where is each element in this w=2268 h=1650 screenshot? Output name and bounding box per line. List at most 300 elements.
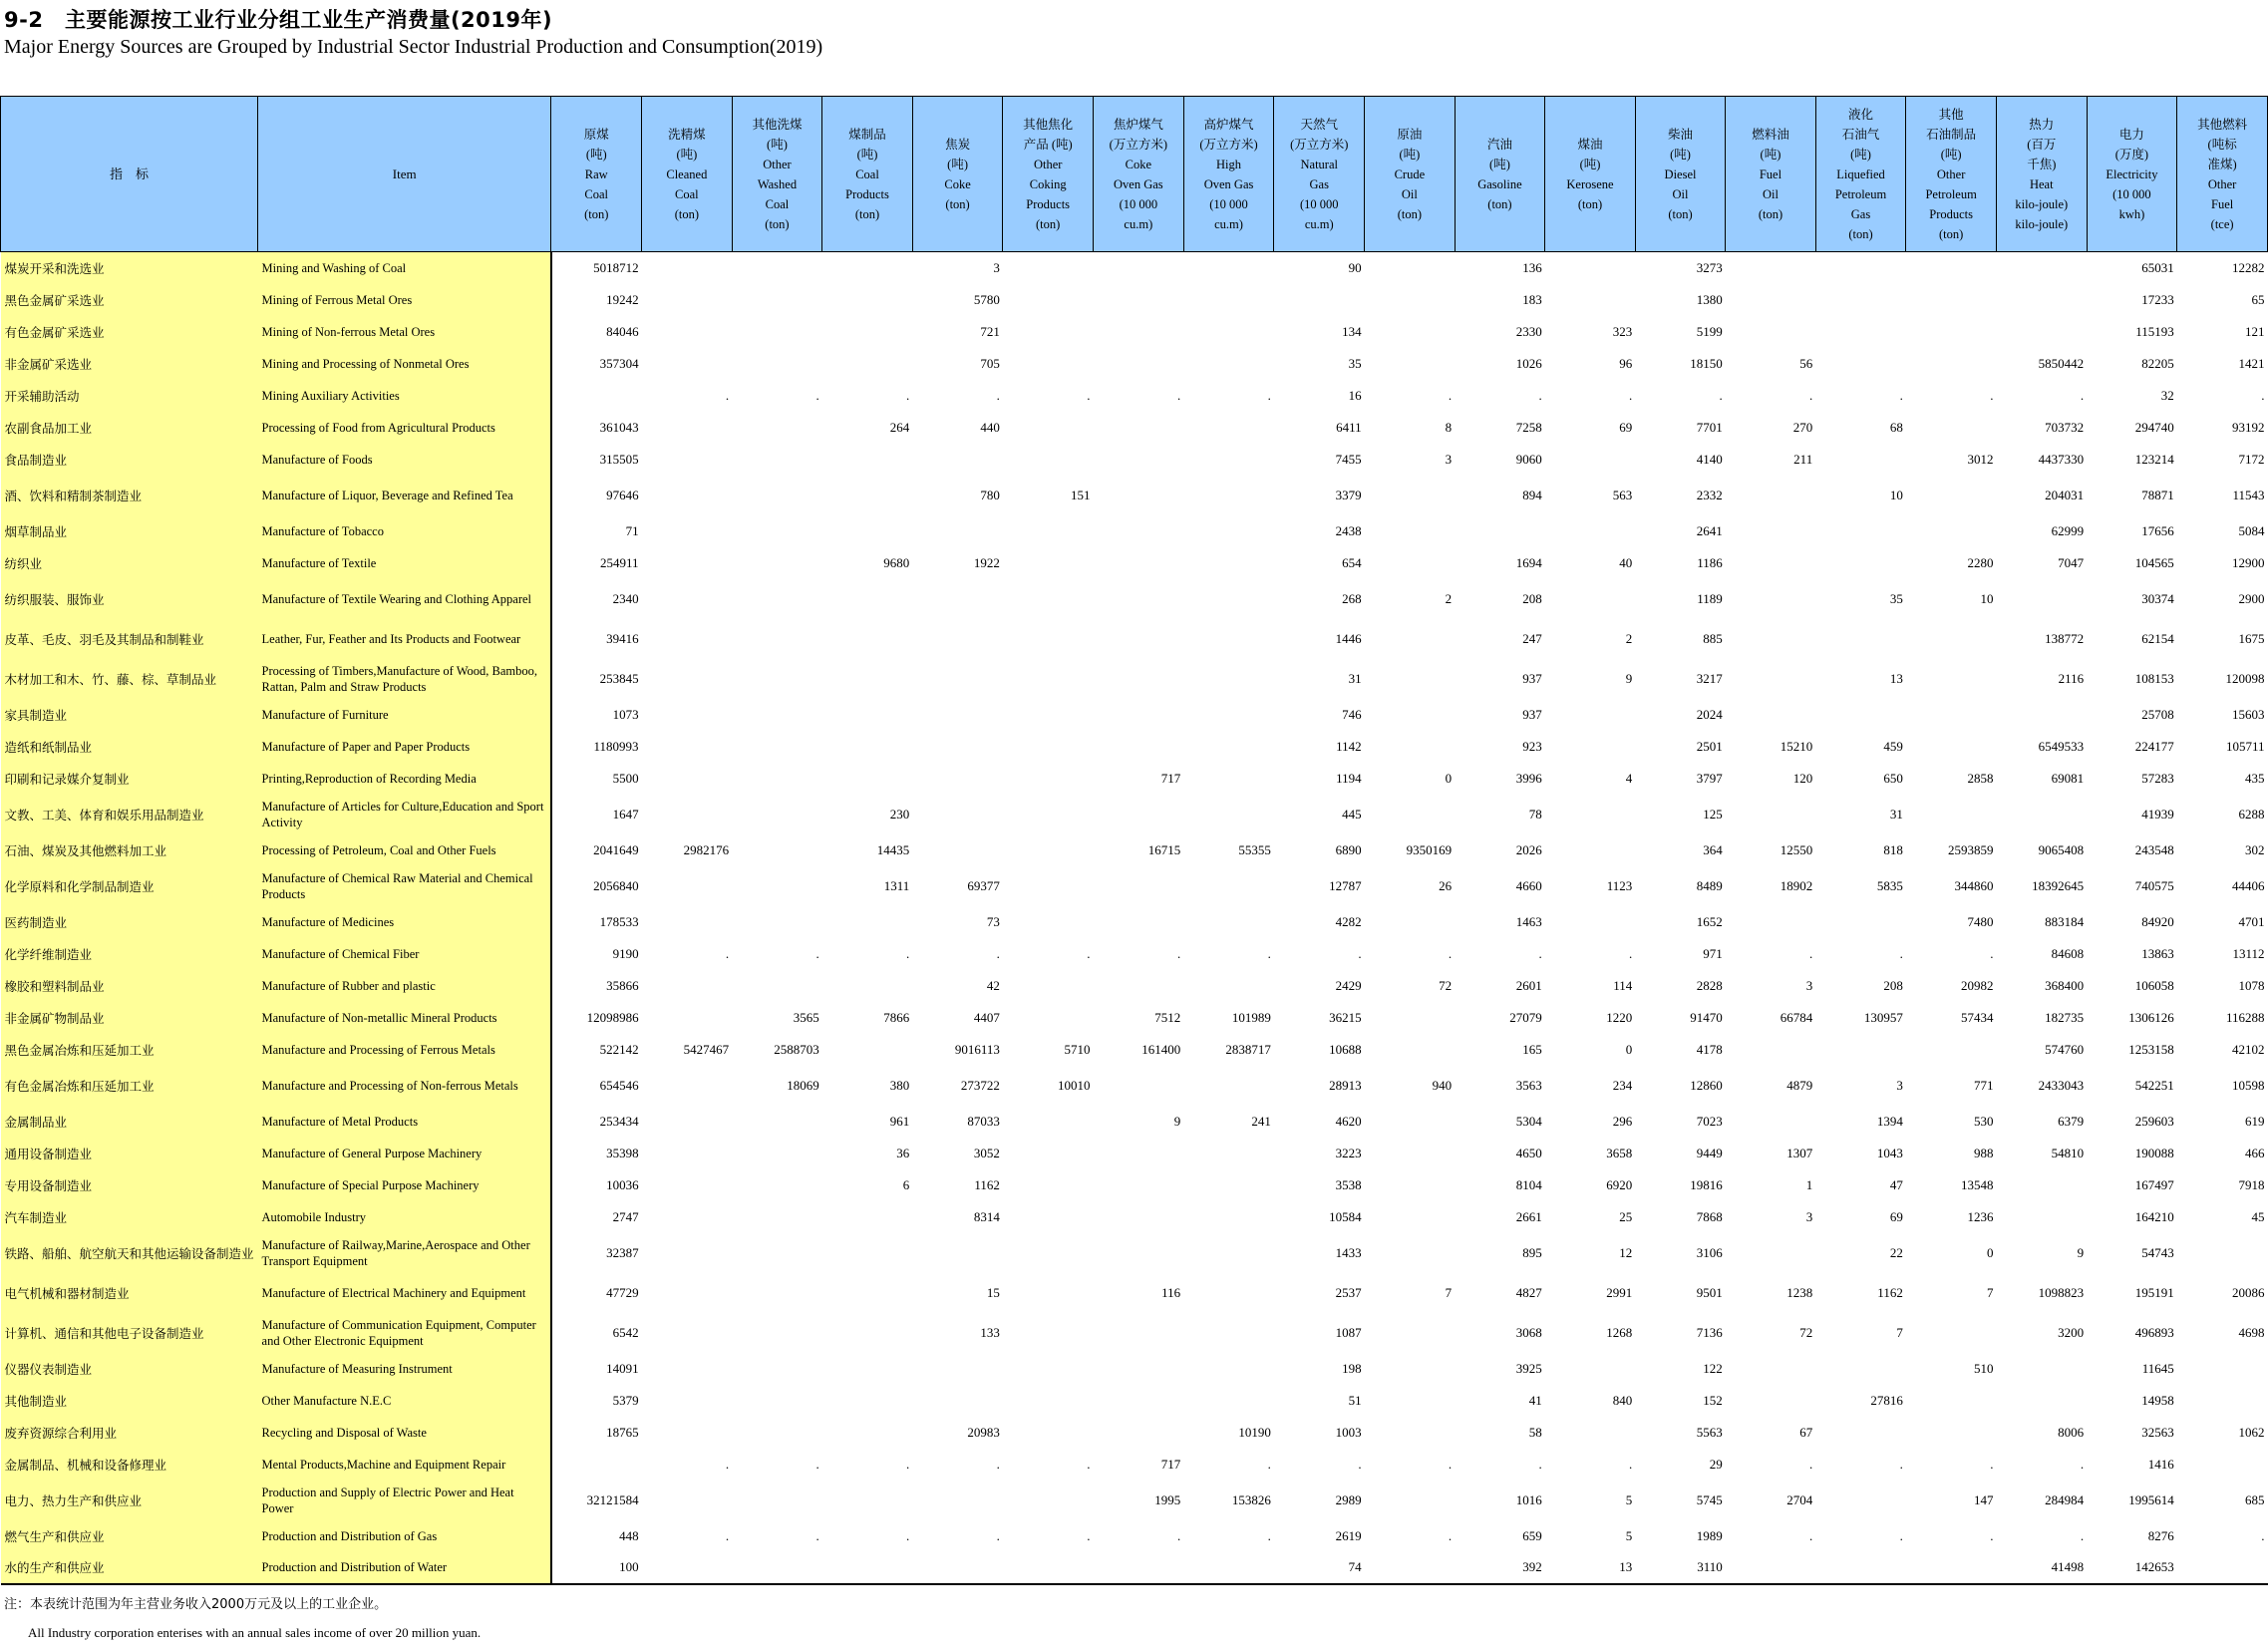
data-cell: 721: [980, 323, 1000, 339]
data-cell: 7: [1445, 1284, 1453, 1300]
data-cell: 183: [1522, 291, 1542, 307]
data-cell: [1996, 579, 2087, 619]
header-col-line: (吨): [1850, 147, 1871, 162]
data-cell: 90: [1348, 259, 1362, 275]
data-cell: 39416: [606, 630, 639, 646]
data-cell: 142653: [2087, 1552, 2177, 1584]
header-col-line: (万立方米): [1290, 137, 1349, 152]
header-col-line: Other: [763, 157, 792, 171]
row-indicator-cn: 非金属矿采选业: [1, 348, 258, 380]
data-cell: 31: [1348, 670, 1362, 686]
header-col-15: [1906, 97, 1997, 252]
data-cell: [1726, 252, 1815, 284]
header-col-line: Coke: [944, 176, 971, 191]
data-cell: [642, 619, 733, 659]
table-row: [1, 1417, 2268, 1449]
data-cell: 3379: [1335, 487, 1362, 502]
data-cell: [822, 1385, 913, 1417]
data-cell: [1996, 1385, 2087, 1417]
data-cell: .: [1990, 945, 1994, 961]
header-col-13: [1726, 97, 1815, 252]
data-cell: 6542: [612, 1324, 639, 1340]
data-cell: [642, 795, 733, 834]
row-indicator-cn: 黑色金属冶炼和压延加工业: [1, 1034, 258, 1066]
header-col-line: (ton): [1848, 226, 1873, 241]
data-cell: 264: [889, 419, 910, 435]
data-cell: [1726, 1385, 1815, 1417]
row-indicator-cn: 仪器仪表制造业: [1, 1353, 258, 1385]
data-cell: [642, 547, 733, 579]
data-cell: [732, 1552, 822, 1584]
data-cell: [1093, 348, 1183, 380]
header-col-line: 其他焦化: [1023, 117, 1074, 132]
data-cell: 57283: [2141, 770, 2174, 786]
data-cell: [732, 1138, 822, 1169]
data-cell: 2429: [1335, 977, 1362, 993]
data-cell: [1365, 795, 1456, 834]
data-cell: 11543: [2232, 487, 2265, 502]
data-cell: [1183, 906, 1274, 938]
data-cell: [1003, 1552, 1094, 1584]
data-cell: [1183, 659, 1274, 699]
header-col-3: [822, 97, 913, 252]
data-cell: 204031: [2045, 487, 2085, 502]
data-cell: 2340: [612, 590, 639, 606]
data-cell: 5780: [973, 291, 1000, 307]
data-cell: [1365, 619, 1456, 659]
data-cell: 65031: [2141, 259, 2174, 275]
data-cell: 392: [1455, 1552, 1545, 1584]
data-cell: 7258: [1515, 419, 1542, 435]
data-cell: 32: [2160, 387, 2174, 403]
data-cell: 2982176: [683, 841, 730, 857]
header-col-line: Products: [1929, 206, 1974, 221]
data-cell: 87033: [967, 1113, 1000, 1129]
data-cell: 1922: [973, 554, 1000, 570]
row-indicator-en: Processing of Petroleum, Coal and Other Fuels: [258, 834, 551, 866]
data-cell: [1726, 1233, 1815, 1273]
data-cell: 7047: [2058, 554, 2085, 570]
data-cell: 66784: [1780, 1009, 1813, 1025]
data-cell: 45: [2251, 1208, 2265, 1224]
data-cell: 72: [1439, 977, 1453, 993]
row-indicator-en: Production and Supply of Electric Power and Heat Power: [258, 1481, 551, 1520]
data-cell: [1906, 1552, 1997, 1584]
data-cell: [1183, 515, 1274, 547]
data-cell: 650: [1883, 770, 1903, 786]
data-cell: .: [1899, 945, 1903, 961]
data-cell: 3: [1805, 977, 1813, 993]
data-cell: [732, 1313, 822, 1353]
data-cell: [822, 284, 913, 316]
data-cell: [1365, 1169, 1456, 1201]
data-cell: [822, 1552, 913, 1584]
data-cell: [1726, 547, 1815, 579]
data-cell: 91470: [1690, 1009, 1723, 1025]
data-cell: .: [2261, 387, 2265, 403]
data-cell: .: [1087, 945, 1091, 961]
header-col-line: (10 000: [1209, 196, 1248, 211]
data-cell: 10036: [606, 1176, 639, 1192]
header-col-line: 其他洗煤: [752, 117, 803, 132]
data-cell: [1996, 1353, 2087, 1385]
data-cell: [912, 1385, 1003, 1417]
data-cell: 14958: [2141, 1392, 2174, 1408]
data-cell: [1545, 284, 1636, 316]
table-row: [1, 1313, 2268, 1353]
data-cell: [642, 1353, 733, 1385]
header-col-line: (吨): [676, 147, 698, 162]
data-cell: 12860: [1690, 1077, 1723, 1093]
data-cell: 208: [1522, 590, 1542, 606]
table-row: [1, 834, 2268, 866]
footnote-cn: 注：本表统计范围为年主营业务收入2000万元及以上的工业企业。: [4, 1597, 388, 1612]
data-cell: 9350169: [1406, 841, 1453, 857]
data-cell: 22: [1889, 1244, 1903, 1260]
table-row: [1, 1353, 2268, 1385]
header-col-line: (ton): [765, 216, 790, 231]
table-row: [1, 1138, 2268, 1169]
data-cell: 368400: [2045, 977, 2085, 993]
row-indicator-en: Mining and Processing of Nonmetal Ores: [258, 348, 551, 380]
row-indicator-cn: 酒、饮料和精制茶制造业: [1, 476, 258, 515]
table-row: [1, 659, 2268, 699]
data-cell: [822, 1481, 913, 1520]
data-cell: 4178: [1696, 1041, 1723, 1057]
data-cell: [822, 619, 913, 659]
data-cell: 130957: [1863, 1009, 1903, 1025]
data-cell: [1183, 1066, 1274, 1106]
data-cell: [1093, 970, 1183, 1002]
data-cell: [1274, 284, 1365, 316]
data-cell: 3052: [973, 1145, 1000, 1160]
data-cell: [1003, 1106, 1094, 1138]
data-cell: [1183, 547, 1274, 579]
row-indicator-cn: 水的生产和供应业: [1, 1552, 258, 1584]
data-cell: [732, 1385, 822, 1417]
data-cell: 25: [1619, 1208, 1633, 1224]
header-col-line: (ton): [1487, 196, 1512, 211]
data-cell: [912, 659, 1003, 699]
data-cell: [642, 476, 733, 515]
data-cell: .: [2080, 387, 2085, 403]
data-cell: [732, 970, 822, 1002]
data-cell: 7455: [1335, 451, 1362, 467]
row-indicator-en: Manufacture of Foods: [258, 444, 551, 476]
header-col-line: cu.m): [1124, 216, 1153, 231]
data-cell: [1726, 316, 1815, 348]
data-cell: [1365, 1201, 1456, 1233]
data-cell: [912, 699, 1003, 731]
data-cell: 1073: [612, 706, 639, 722]
data-cell: [1183, 699, 1274, 731]
table-row: [1, 1520, 2268, 1552]
header-col-line: Heat: [2029, 176, 2054, 191]
data-cell: 10190: [1238, 1424, 1271, 1440]
data-cell: .: [2080, 1456, 2085, 1472]
data-cell: [1906, 316, 1997, 348]
data-cell: 8489: [1696, 877, 1723, 893]
data-cell: 104565: [2134, 554, 2174, 570]
data-cell: 20983: [967, 1424, 1000, 1440]
data-cell: [1093, 1417, 1183, 1449]
data-cell: 9: [1625, 670, 1633, 686]
row-indicator-cn: 木材加工和木、竹、藤、棕、草制品业: [1, 659, 258, 699]
data-cell: 84046: [606, 323, 639, 339]
data-cell: 32387: [606, 1244, 639, 1260]
data-cell: [1003, 1385, 1094, 1417]
data-cell: [912, 1481, 1003, 1520]
data-cell: 41: [1528, 1392, 1542, 1408]
data-cell: 1087: [1335, 1324, 1362, 1340]
data-cell: .: [1358, 1456, 1362, 1472]
data-cell: 26: [1439, 877, 1453, 893]
data-cell: [642, 1169, 733, 1201]
data-cell: 27816: [1870, 1392, 1903, 1408]
data-cell: 1162: [1877, 1284, 1903, 1300]
table-body: [1, 252, 2268, 1584]
data-cell: 7480: [1967, 913, 1994, 929]
data-cell: [1996, 699, 2087, 731]
data-cell: 1220: [1606, 1009, 1633, 1025]
data-cell: 961: [889, 1113, 910, 1129]
header-col-line: (吨): [1760, 147, 1782, 162]
data-cell: [1545, 906, 1636, 938]
header-col-line: Gas: [1309, 176, 1329, 191]
data-cell: 25708: [2141, 706, 2174, 722]
data-cell: [642, 444, 733, 476]
data-cell: 106058: [2134, 977, 2174, 993]
header-col-line: Raw: [584, 166, 608, 181]
data-cell: [822, 763, 913, 795]
data-cell: [1003, 1417, 1094, 1449]
data-cell: 29: [1709, 1456, 1723, 1472]
data-cell: [912, 763, 1003, 795]
data-cell: 9060: [1515, 451, 1542, 467]
data-cell: 7: [1986, 1284, 1994, 1300]
data-cell: 19242: [606, 291, 639, 307]
data-cell: 1433: [1335, 1244, 1362, 1260]
data-cell: [1183, 412, 1274, 444]
header-col-line: (吨标: [2207, 137, 2237, 152]
data-cell: 16: [1348, 387, 1362, 403]
table-row: [1, 1106, 2268, 1138]
data-cell: [1183, 1273, 1274, 1313]
data-cell: 4701: [2238, 913, 2265, 929]
header-col-line: 其他燃料: [2197, 117, 2248, 132]
data-cell: [1093, 659, 1183, 699]
data-cell: [732, 763, 822, 795]
data-cell: 100: [551, 1552, 642, 1584]
data-cell: 10688: [1329, 1041, 1362, 1057]
data-cell: [1093, 476, 1183, 515]
row-indicator-cn: 文教、工美、体育和娱乐用品制造业: [1, 795, 258, 834]
header-col-line: kilo-joule): [2015, 216, 2069, 231]
data-cell: [1183, 1313, 1274, 1353]
data-cell: 654: [1342, 554, 1362, 570]
data-cell: .: [1087, 387, 1091, 403]
data-cell: 522142: [599, 1041, 639, 1057]
data-cell: 1652: [1696, 913, 1723, 929]
header-col-line: (吨): [856, 147, 878, 162]
data-cell: [732, 906, 822, 938]
header-col-line: 天然气: [1300, 117, 1338, 132]
row-indicator-en: Manufacture of Articles for Culture,Education and Sport Activity: [258, 795, 551, 834]
data-cell: [1365, 515, 1456, 547]
data-cell: .: [725, 1527, 730, 1543]
row-indicator-en: Manufacture of Measuring Instrument: [258, 1353, 551, 1385]
data-cell: 937: [1522, 670, 1542, 686]
data-cell: 69: [1889, 1208, 1903, 1224]
data-cell: 840: [1612, 1392, 1633, 1408]
data-cell: .: [1358, 945, 1362, 961]
header-col-line: 柴油: [1668, 127, 1694, 142]
data-cell: .: [1899, 1527, 1903, 1543]
table-header-row: [1, 97, 2268, 252]
data-cell: [642, 699, 733, 731]
row-indicator-cn: 铁路、船舶、航空航天和其他运输设备制造业: [1, 1233, 258, 1273]
row-indicator-cn: 烟草制品业: [1, 515, 258, 547]
data-cell: .: [1990, 1456, 1994, 1472]
data-cell: [732, 1201, 822, 1233]
data-cell: 883184: [2045, 913, 2085, 929]
data-cell: [1545, 252, 1636, 284]
data-cell: [732, 476, 822, 515]
row-indicator-cn: 金属制品业: [1, 1106, 258, 1138]
data-cell: 108153: [2134, 670, 2174, 686]
table-row: [1, 316, 2268, 348]
data-cell: 9680: [883, 554, 910, 570]
data-cell: [1906, 699, 1997, 731]
data-cell: 1194: [1336, 770, 1362, 786]
data-cell: [732, 731, 822, 763]
data-cell: 161400: [1141, 1041, 1181, 1057]
data-cell: 4437330: [2038, 451, 2085, 467]
table-row: [1, 1066, 2268, 1106]
data-cell: 123214: [2134, 451, 2174, 467]
data-cell: 1043: [1876, 1145, 1903, 1160]
header-col-line: Oil: [1672, 186, 1689, 201]
header-col-16: [1996, 97, 2087, 252]
row-indicator-en: Processing of Food from Agricultural Products: [258, 412, 551, 444]
data-cell: [1093, 619, 1183, 659]
data-cell: [1726, 1034, 1815, 1066]
data-cell: [732, 659, 822, 699]
data-cell: 3110: [1635, 1552, 1725, 1584]
data-cell: [822, 970, 913, 1002]
data-cell: 2116: [2058, 670, 2085, 686]
header-col-line: Petroleum: [1834, 186, 1887, 201]
data-cell: [822, 252, 913, 284]
data-cell: 147: [1973, 1491, 1994, 1507]
data-cell: 302: [2245, 841, 2265, 857]
data-cell: 78: [1528, 806, 1542, 822]
data-cell: 36: [896, 1145, 910, 1160]
data-cell: [1365, 1385, 1456, 1417]
data-cell: 6379: [2058, 1113, 2085, 1129]
data-cell: .: [1990, 387, 1994, 403]
header-col-line: (吨): [1670, 147, 1691, 162]
data-cell: [1003, 1353, 1094, 1385]
data-cell: 234: [1612, 1077, 1633, 1093]
data-cell: 0: [1986, 1244, 1994, 1260]
row-indicator-cn: 非金属矿物制品业: [1, 1002, 258, 1034]
data-cell: [1003, 515, 1094, 547]
data-cell: 5: [1625, 1527, 1633, 1543]
data-cell: 247: [1522, 630, 1542, 646]
data-cell: [2177, 1233, 2268, 1273]
header-col-line: (10 000: [1119, 196, 1158, 211]
data-cell: 41939: [2141, 806, 2174, 822]
data-cell: 6549533: [2038, 738, 2085, 754]
data-cell: [1003, 252, 1094, 284]
data-cell: 6920: [1606, 1176, 1633, 1192]
data-cell: [1726, 1552, 1815, 1584]
data-cell: [642, 1002, 733, 1034]
data-cell: 151: [1070, 487, 1091, 502]
row-indicator-en: Mining Auxiliary Activities: [258, 380, 551, 412]
data-cell: [822, 1417, 913, 1449]
data-cell: 1062: [2238, 1424, 2265, 1440]
data-cell: 5427467: [683, 1041, 730, 1057]
data-cell: [642, 1106, 733, 1138]
data-cell: [1183, 1385, 1274, 1417]
data-cell: [1003, 1481, 1094, 1520]
data-cell: 361043: [599, 419, 639, 435]
data-cell: 2858: [1967, 770, 1994, 786]
data-cell: 28913: [1329, 1077, 1362, 1093]
row-indicator-en: Printing,Reproduction of Recording Media: [258, 763, 551, 795]
data-cell: 7701: [1696, 419, 1723, 435]
data-cell: 323: [1612, 323, 1633, 339]
data-cell: [1183, 619, 1274, 659]
data-cell: 105711: [2225, 738, 2265, 754]
data-cell: 208: [1883, 977, 1903, 993]
data-cell: 4140: [1696, 451, 1723, 467]
data-cell: 5563: [1696, 1424, 1723, 1440]
data-cell: 273722: [960, 1077, 1000, 1093]
data-cell: .: [1899, 387, 1903, 403]
data-cell: [642, 906, 733, 938]
data-cell: [1996, 284, 2087, 316]
data-cell: [1003, 1273, 1094, 1313]
row-indicator-cn: 计算机、通信和其他电子设备制造业: [1, 1313, 258, 1353]
header-col-line: 热力: [2029, 117, 2055, 132]
header-col-line: 煤油: [1577, 137, 1603, 152]
row-indicator-cn: 其他制造业: [1, 1385, 258, 1417]
data-cell: 2588703: [774, 1041, 819, 1057]
row-indicator-en: Automobile Industry: [258, 1201, 551, 1233]
header-col-1: [642, 97, 733, 252]
row-indicator-cn: 煤炭开采和洗选业: [1, 252, 258, 284]
table-row: [1, 795, 2268, 834]
data-cell: 1003: [1335, 1424, 1362, 1440]
data-cell: [822, 1034, 913, 1066]
data-cell: [642, 1273, 733, 1313]
data-cell: 7172: [2238, 451, 2265, 467]
data-cell: [1815, 906, 1906, 938]
data-cell: 2537: [1335, 1284, 1362, 1300]
data-cell: .: [1808, 945, 1813, 961]
data-cell: 5: [1625, 1491, 1633, 1507]
data-cell: 2332: [1696, 487, 1723, 502]
data-cell: 619: [2245, 1113, 2265, 1129]
data-cell: 1078: [2238, 977, 2265, 993]
data-cell: [1003, 1313, 1094, 1353]
data-cell: [642, 284, 733, 316]
data-cell: 116288: [2225, 1009, 2265, 1025]
data-cell: [1183, 970, 1274, 1002]
